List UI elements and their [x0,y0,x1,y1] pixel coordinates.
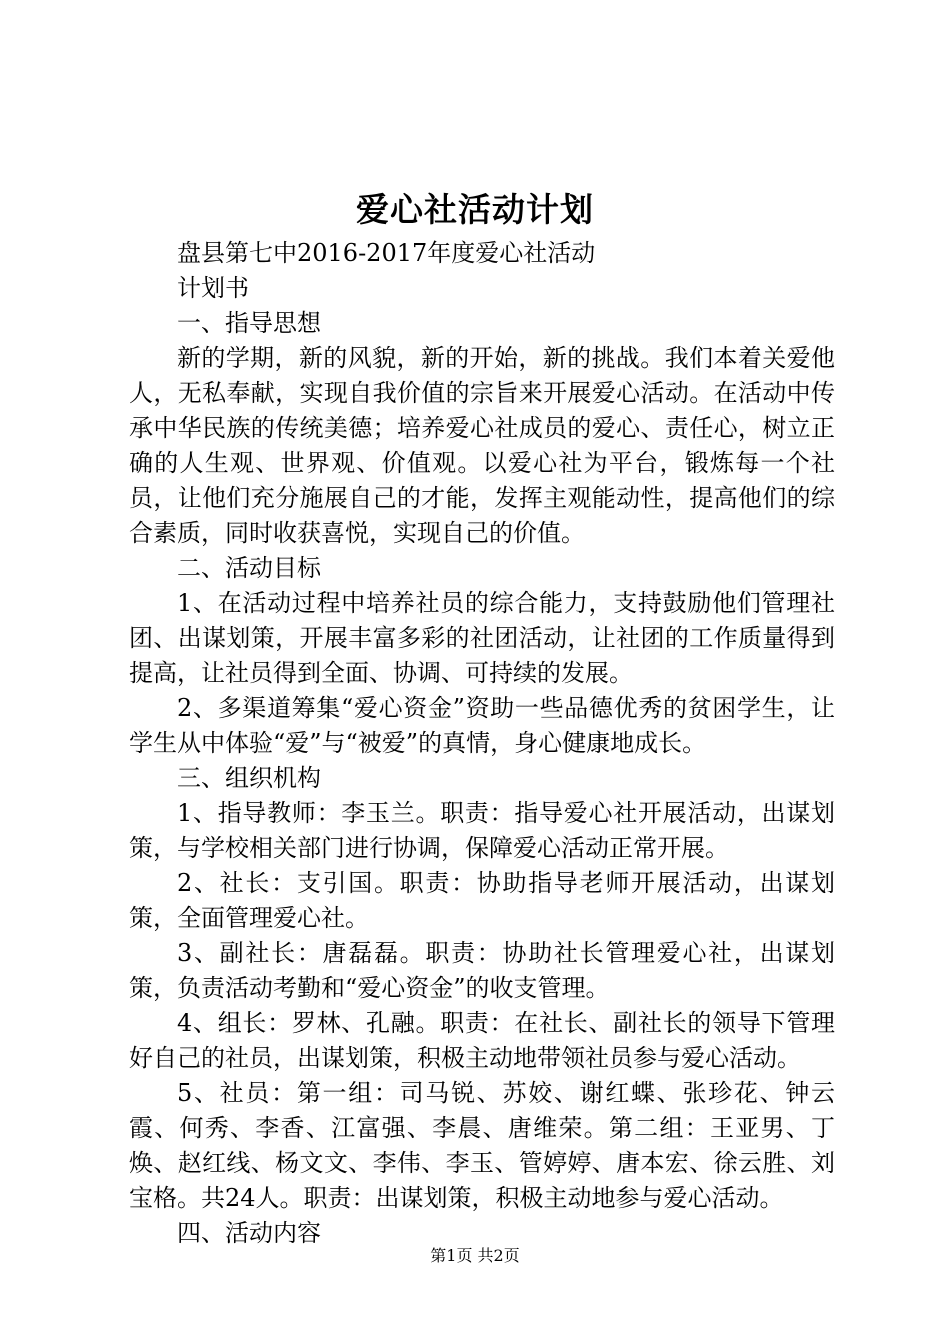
document-body [129,236,835,1251]
paragraph-school-year: 盘县第七中2016-2017年度爱心社活动 [177,239,596,267]
paragraph-guiding-thought: 新的学期，新的风貌，新的开始，新的挑战。我们本着关爱他人，无私奉献，实现自我价值的宗旨来开展爱心活动。在活动中传承中华民族的传统美德；培养爱心社成员的爱心、责任心，树立正确的人生观、世界观、价值观。以爱心社为平台，锻炼每一个社员，让他们充分施展自己的才能，发挥主观能动性，提高他们的综合素质，同时收获喜悦，实现自己的价值。 [129,344,835,547]
paragraph-advisor: 1、指导教师：李玉兰。职责：指导爱心社开展活动，出谋划策，与学校相关部门进行协调，保障爱心活动正常开展。 [129,799,835,862]
paragraph-vice-president: 3、副社长：唐磊磊。职责：协助社长管理爱心社，出谋划策，负责活动考勤和“爱心资金”的收支管理。 [129,939,835,1002]
paragraph-members: 5、社员：第一组：司马锐、苏姣、谢红蝶、张珍花、钟云霞、何秀、李香、江富强、李晨、唐维荣。第二组：王亚男、丁焕、赵红线、杨文文、李伟、李玉、管婷婷、唐本宏、徐云胜、刘宝格。共24人。职责：出谋划策，积极主动地参与爱心活动。 [129,1079,835,1212]
paragraph-goal-2: 2、多渠道筹集“爱心资金”资助一些品德优秀的贫困学生，让学生从中体验“爱”与“被爱”的真情，身心健康地成长。 [129,694,835,757]
paragraph-goal-1: 1、在活动过程中培养社员的综合能力，支持鼓励他们管理社团、出谋划策，开展丰富多彩的社团活动，让社团的工作质量得到提高，让社员得到全面、协调、可持续的发展。 [129,589,835,687]
paragraph-president: 2、社长：支引国。职责：协助指导老师开展活动，出谋划策，全面管理爱心社。 [129,869,835,932]
document-title: 爱心社活动计划 [356,190,594,229]
section-heading-activities: 四、活动内容 [177,1219,321,1247]
page-footer: 第1页 共2页 [430,1246,520,1265]
section-heading-guiding-thought: 一、指导思想 [177,309,321,337]
section-heading-goals: 二、活动目标 [177,554,321,582]
paragraph-group-leaders: 4、组长：罗林、孔融。职责：在社长、副社长的领导下管理好自己的社员，出谋划策，积极主动地带领社员参与爱心活动。 [129,1009,835,1072]
section-heading-organization: 三、组织机构 [177,764,321,792]
paragraph-plan-label: 计划书 [177,274,249,302]
